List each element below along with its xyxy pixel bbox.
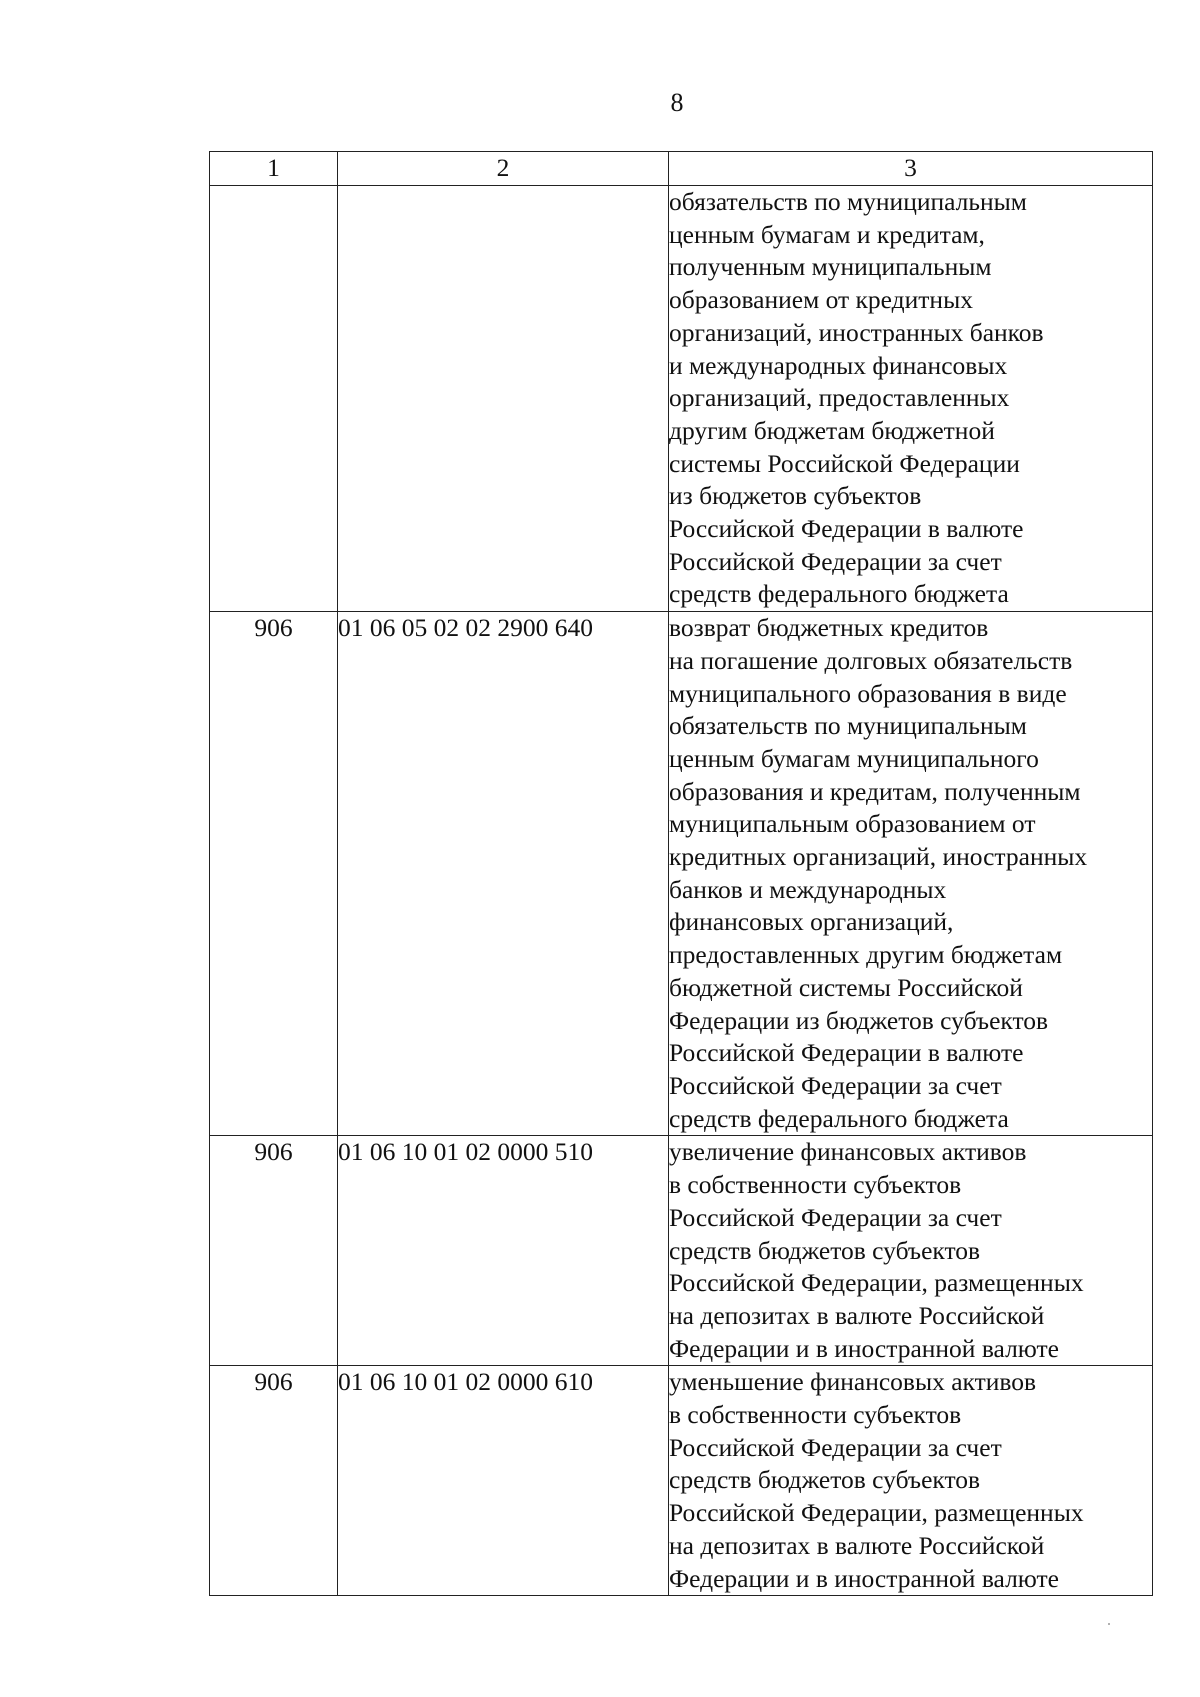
budget-classification-code-cell: 01 06 10 01 02 0000 510	[338, 1136, 669, 1366]
description-line: Федерации и в иностранной валюте	[669, 1333, 1059, 1363]
description-line: образования и кредитам, полученным	[669, 776, 1081, 806]
description-line: муниципального образования в виде	[669, 678, 1067, 708]
description-line: обязательств по муниципальным	[669, 187, 1027, 216]
description-line: Российской Федерации за счет	[669, 1432, 1002, 1462]
description-line: Российской Федерации за счет	[669, 1070, 1002, 1100]
owner-code-cell: 906	[210, 1136, 338, 1366]
description-line: Федерации и в иностранной валюте	[669, 1563, 1059, 1593]
owner-code-cell	[210, 186, 338, 612]
description-line: предоставленных другим бюджетам	[669, 940, 1063, 970]
description-line: Российской Федерации в валюте	[669, 1038, 1024, 1068]
description-line: организаций, иностранных банков	[669, 317, 1044, 347]
description-line: в собственности субъектов	[669, 1400, 962, 1430]
budget-classification-code-cell	[338, 186, 669, 612]
description-line: обязательств по муниципальным	[669, 711, 1027, 741]
description-line: на погашение долговых обязательств	[669, 645, 1073, 675]
table-row	[210, 1136, 1153, 1366]
description-line: средств бюджетов субъектов	[669, 1235, 981, 1265]
description-cell	[669, 1366, 1153, 1596]
description-line: на депозитах в валюте Российской	[669, 1530, 1045, 1560]
description-line: другим бюджетам бюджетной	[669, 415, 995, 445]
description-line: возврат бюджетных кредитов	[669, 613, 989, 643]
table-body	[210, 186, 1153, 1596]
description-line: средств федерального бюджета	[669, 579, 1009, 609]
description-line: увеличение финансовых активов	[669, 1137, 1027, 1167]
description-line: организаций, предоставленных	[669, 383, 1010, 413]
description-line: ценным бумагам и кредитам,	[669, 219, 985, 249]
description-line: банков и международных	[669, 874, 947, 904]
description-line: системы Российской Федерации	[669, 448, 1020, 478]
description-line: Российской Федерации, размещенных	[669, 1268, 1084, 1298]
description-line: бюджетной системы Российской	[669, 972, 1023, 1002]
header-col-2: 2	[338, 152, 669, 186]
description-line: в собственности субъектов	[669, 1170, 962, 1200]
description-line: образованием от кредитных	[669, 285, 973, 315]
description-line: на депозитах в валюте Российской	[669, 1300, 1045, 1330]
description-line: полученным муниципальным	[669, 252, 992, 282]
description-line: уменьшение финансовых активов	[669, 1367, 1037, 1397]
budget-classification-code-cell: 01 06 10 01 02 0000 610	[338, 1366, 669, 1596]
description-line: Российской Федерации за счет	[669, 546, 1002, 576]
description-line: средств бюджетов субъектов	[669, 1465, 981, 1495]
description-line: финансовых организаций,	[669, 907, 954, 937]
budget-classification-code-cell: 01 06 05 02 02 2900 640	[338, 612, 669, 1136]
table-header-row	[210, 152, 1153, 186]
table-row	[210, 186, 1153, 612]
page-number: 8	[670, 88, 684, 117]
description-line: Российской Федерации в валюте	[669, 514, 1024, 544]
owner-code-cell: 906	[210, 612, 338, 1136]
description-line: и международных финансовых	[669, 350, 1008, 380]
description-line: Российской Федерации за счет	[669, 1202, 1002, 1232]
header-col-3: 3	[669, 152, 1153, 186]
scan-speck	[1108, 1623, 1110, 1625]
description-line: муниципальным образованием от	[669, 809, 1036, 839]
header-col-1: 1	[210, 152, 338, 186]
description-line: Российской Федерации, размещенных	[669, 1498, 1084, 1528]
budget-code-table	[209, 151, 1153, 1596]
description-line: Федерации из бюджетов субъектов	[669, 1005, 1049, 1035]
description-cell	[669, 1136, 1153, 1366]
description-cell	[669, 186, 1153, 612]
description-line: ценным бумагам муниципального	[669, 743, 1039, 773]
description-line: средств федерального бюджета	[669, 1103, 1009, 1133]
owner-code-cell: 906	[210, 1366, 338, 1596]
table-row	[210, 1366, 1153, 1596]
table-row	[210, 612, 1153, 1136]
description-line: из бюджетов субъектов	[669, 481, 922, 511]
description-cell	[669, 612, 1153, 1136]
description-line: кредитных организаций, иностранных	[669, 842, 1088, 872]
